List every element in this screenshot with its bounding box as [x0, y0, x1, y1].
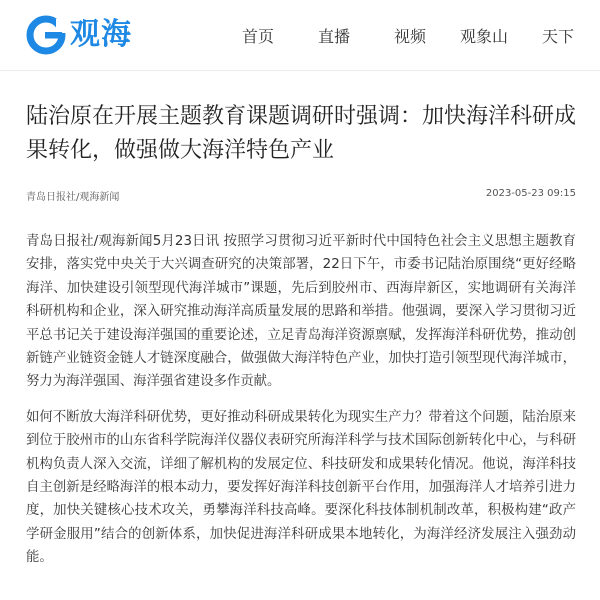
article-source: 青岛日报社/观海新闻: [26, 192, 120, 203]
article-timestamp: 2023-05-23 09:15: [485, 188, 576, 199]
nav-item-home[interactable]: 首页: [242, 26, 275, 46]
nav-item-video[interactable]: 视频: [394, 26, 427, 46]
nav-item-live[interactable]: 直播: [318, 26, 351, 46]
article-title: 陆治原在开展主题教育课题调研时强调：加快海洋科研成果转化，做强做大海洋特色产业: [26, 104, 577, 163]
article-meta: [26, 186, 576, 206]
site-logo[interactable]: [26, 14, 132, 56]
article-paragraph: 如何不断放大海洋科研优势，更好推动科研成果转化为现实生产力？带着这个问题，陆治原来到位于胶州市的山东省科学院海洋仪器仪表研究所海洋科学与技术国际创新转化中心，与科研机构负责人深入交流，详细了解机构的发展定位、科技研发和成果转化情况。他说，海洋科技自主创新是经略海洋的根本动力，要发挥好海洋科技创新平台作用，加强海洋人才培养引进力度，加快关键核心技术攻关，勇攀海洋科技高峰。要深化科技体制机制改革，积极构建“政产学研金服用”结合的创新体系，加快促进海洋科研成果本地转化，为海洋经济发展注入强劲动能。: [26, 409, 576, 566]
article-paragraph: 青岛日报社/观海新闻5月23日讯 按照学习贯彻习近平新时代中国特色社会主义思想主题教育安排，落实党中央关于大兴调查研究的决策部署，22日下午，市委书记陆治原围绕“更好经略海洋、加快建设引领型现代海洋城市”课题，先后到胶州市、西海岸新区，实地调研有关海洋科研机构和企业，深入研究推动海洋高质量发展的思路和举措。他强调，要深入学习贯彻习近平总书记关于建设海洋强国的重要论述，立足青岛海洋资源禀赋，发挥海洋科研优势，推动创新链产业链资金链人才链深度融合，做强做大海洋特色产业，加快打造引领型现代海洋城市，努力为海洋强国、海洋强省建设多作贡献。: [26, 234, 576, 390]
nav-item-world[interactable]: 天下: [542, 26, 575, 46]
site-header: [0, 0, 600, 71]
logo-text: 观海: [70, 17, 132, 52]
g-logo-icon: [26, 15, 66, 55]
nav-item-guanxiangshan[interactable]: 观象山: [460, 26, 509, 46]
article: [26, 70, 576, 570]
